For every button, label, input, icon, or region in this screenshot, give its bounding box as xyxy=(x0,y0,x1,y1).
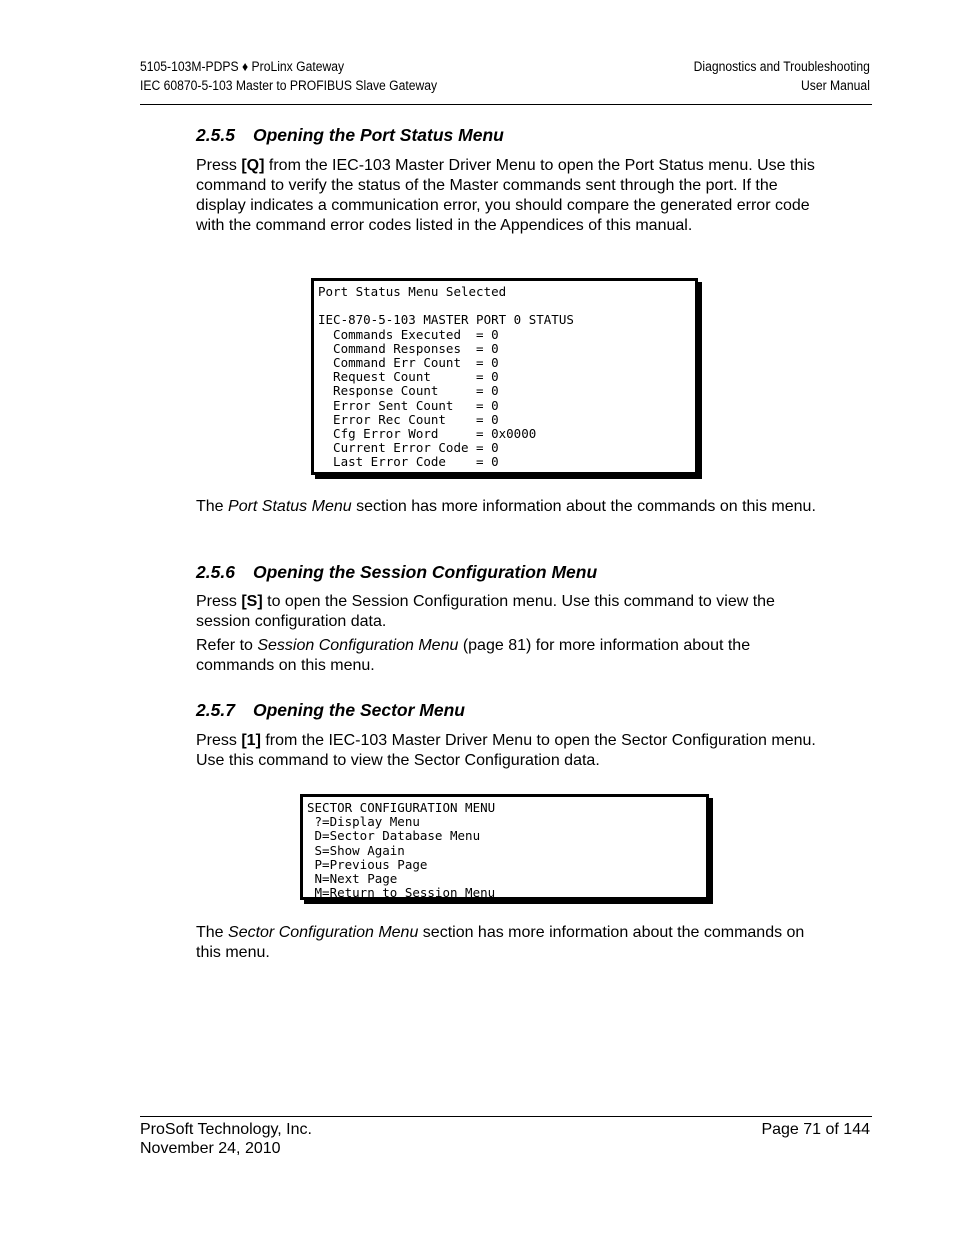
screen-line: D=Sector Database Menu xyxy=(307,828,481,844)
reference-text: Port Status Menu xyxy=(228,498,352,515)
header-chapter: Diagnostics and Troubleshooting xyxy=(693,59,870,74)
sector-configuration-screen xyxy=(300,794,709,900)
page-footer-left xyxy=(140,1120,312,1158)
paragraph: The Port Status Menu section has more information about the commands on this menu. xyxy=(196,498,816,515)
page-footer-right xyxy=(761,1120,870,1139)
section-heading-2-5-6 xyxy=(196,562,597,583)
header-doc-type: User Manual xyxy=(801,78,870,93)
screen-line: Cfg Error Word = 0x0000 xyxy=(318,425,537,441)
screen-line: Request Count = 0 xyxy=(318,369,499,385)
section-title: Opening the Session Configuration Menu xyxy=(253,562,598,582)
screen-line: SECTOR CONFIGURATION MENU xyxy=(307,800,496,815)
screen-line: Command Responses = 0 xyxy=(318,340,499,356)
screen-line: M=Return to Session Menu xyxy=(307,885,496,900)
screen-line: Error Sent Count = 0 xyxy=(318,397,499,413)
footer-date: November 24, 2010 xyxy=(140,1140,281,1157)
reference-text: Sector Configuration Menu xyxy=(228,924,419,941)
page-number: Page 71 of 144 xyxy=(761,1121,870,1138)
page-header-left xyxy=(140,57,437,95)
footer-divider xyxy=(140,1116,872,1117)
screen-line: P=Previous Page xyxy=(307,856,428,872)
screen-line: Command Err Count = 0 xyxy=(318,354,499,370)
screen-line: Current Error Code = 0 xyxy=(318,440,499,456)
header-subtitle: IEC 60870-5-103 Master to PROFIBUS Slave Gateway xyxy=(140,78,438,93)
screen-line: Port Status Menu Selected xyxy=(318,284,507,299)
key-label: [S] xyxy=(241,593,263,610)
header-divider xyxy=(140,104,872,105)
section-number: 2.5.6 xyxy=(196,562,235,582)
paragraph: The Sector Configuration Menu section has more information about the commands on this menu. xyxy=(196,924,805,961)
paragraph: Refer to Session Configuration Menu (page 81) for more information about the commands on this menu. xyxy=(196,637,751,674)
key-label: [1] xyxy=(241,732,261,749)
reference-text: Session Configuration Menu xyxy=(257,637,459,654)
section-heading-2-5-7 xyxy=(196,700,465,721)
screen-line: ?=Display Menu xyxy=(307,814,420,830)
screen-line: S=Show Again xyxy=(307,842,405,858)
screen-line: Response Count = 0 xyxy=(318,383,499,399)
screen-line: Error Rec Count = 0 xyxy=(318,411,499,427)
section-heading-2-5-5 xyxy=(196,125,504,146)
port-status-screen xyxy=(311,278,698,475)
screen-line: Last Error Code = 0 xyxy=(318,454,499,470)
screen-line: IEC-870-5-103 MASTER PORT 0 STATUS xyxy=(318,312,574,328)
section-title: Opening the Port Status Menu xyxy=(253,125,504,145)
page-header-right xyxy=(694,57,870,95)
section-title: Opening the Sector Menu xyxy=(253,700,465,720)
section-number: 2.5.5 xyxy=(196,125,235,145)
screen-line: Commands Executed = 0 xyxy=(318,326,499,342)
header-product: 5105-103M-PDPS ♦ ProLinx Gateway xyxy=(140,59,345,74)
paragraph: Press [1] from the IEC-103 Master Driver Menu to open the Sector Configuration menu. Use this command to view the Sector Configuration data. xyxy=(196,732,816,769)
footer-company: ProSoft Technology, Inc. xyxy=(140,1121,312,1138)
paragraph: Press [Q] from the IEC-103 Master Driver Menu to open the Port Status menu. Use this command to verify the status of the Master commands sent through the port. If the display indicates a communication error, you should compare the generated error code with the command error codes listed in the Appendices of this manual. xyxy=(196,157,815,234)
screen-line xyxy=(318,299,691,313)
key-label: [Q] xyxy=(241,157,265,174)
screen-line: N=Next Page xyxy=(307,870,398,886)
section-number: 2.5.7 xyxy=(196,700,235,720)
paragraph: Press [S] to open the Session Configuration menu. Use this command to view the session configuration data. xyxy=(196,593,775,630)
